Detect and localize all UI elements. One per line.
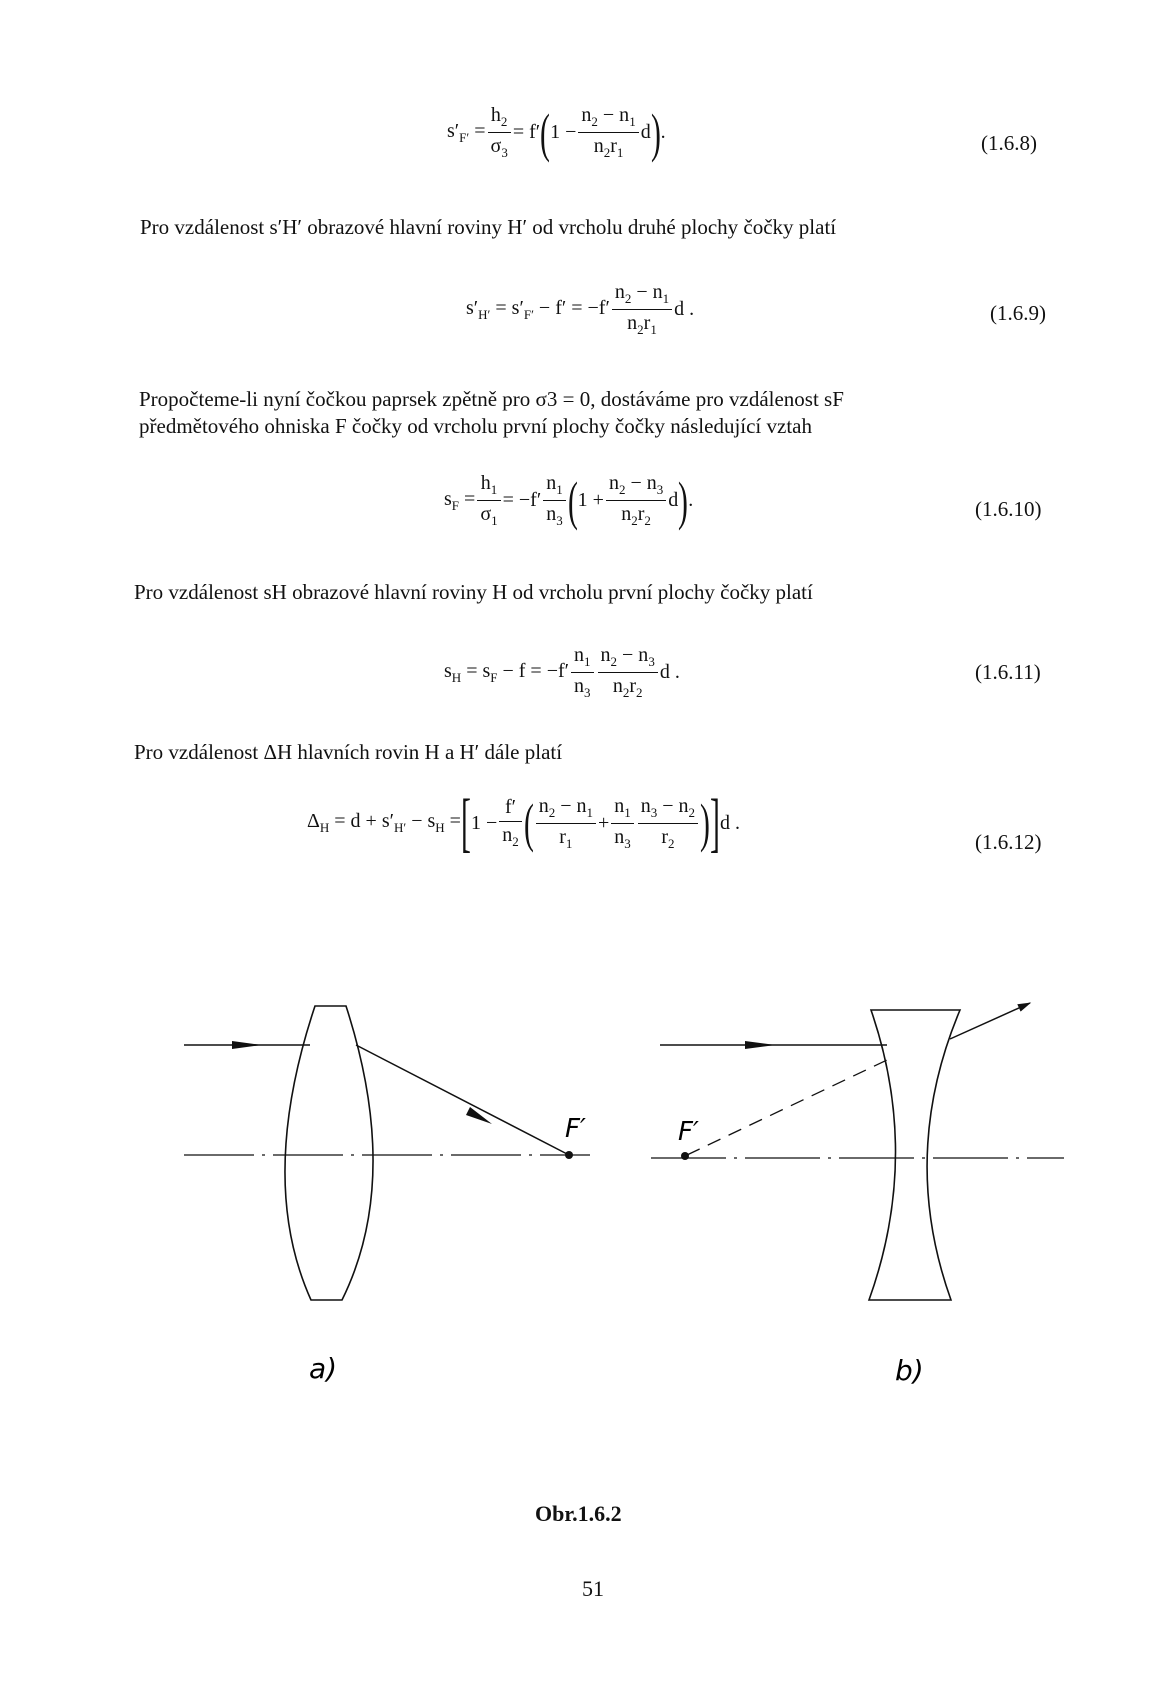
diverging-lens-diagram [651,1003,1064,1300]
equation-number: (1.6.12) [975,830,1042,854]
focal-point [565,1151,573,1159]
converging-lens-diagram [184,1006,590,1300]
ray-arrow [466,1107,492,1124]
equation-number: (1.6.11) [975,660,1041,684]
paragraph-line: Propočteme-li nyní čočkou paprsek zpětně pro σ3 = 0, dostáváme pro vzdálenost sF [139,387,844,411]
equation-number: (1.6.10) [975,497,1042,521]
refracted-ray [356,1045,569,1155]
label-a: a) [309,1352,338,1385]
focal-point [681,1152,689,1160]
equation-1-6-10: $s_F$ = $\frac{h_1}{\sigma_1}$ = −f′ $\frac{n_1}{n_3}$ ( 1 + $\frac{n_2 - n_3}{n_2r_2}$ d ) . [444,470,694,531]
equation-number: (1.6.8) [981,131,1037,155]
equation-1-6-12: $\Delta_H = d + s'_{H'} - s_H$ = [ 1 − $\frac{f'}{n_2}$ ( $\frac{n_2 - n_1}{r_1}$ + $\frac{n_1}{n_3}$ $\frac{n_3 - n_2}{r_2}$ ) ] d . [307,786,741,859]
diverging-lens [869,1010,960,1300]
paragraph: Pro vzdálenost sH obrazové hlavní roviny H od vrcholu první plochy čočky platí [134,580,813,604]
paragraph-line: předmětového ohniska F čočky od vrcholu první plochy čočky následující vztah [139,414,812,438]
focal-label: F′ [565,1114,586,1144]
figure-caption: Obr.1.6.2 [535,1501,622,1526]
converging-lens [285,1006,373,1300]
equation-1-6-8: $s'_{F'}$ = $\frac{h_2}{\sigma_3}$ = f′ ( 1 − $\frac{n_2 - n_1}{n_2r_1}$ d ) . [447,102,666,163]
equation-1-6-11: $s_H = s_F - f = -f'$ $\frac{n_1}{n_3}$ $\frac{n_2 - n_3}{n_2r_2}$ d . [444,644,680,700]
focal-label: F′ [678,1117,699,1147]
paragraph: Pro vzdálenost s′H′ obrazové hlavní roviny H′ od vrcholu druhé plochy čočky platí [140,215,837,239]
refracted-ray [950,1003,1030,1039]
equation-1-6-9: $s'_{H'} = s'_{F'} - f' = -f'$ $\frac{n_2 - n_1}{n_2r_1}$ d . [466,281,695,337]
page-number: 51 [582,1576,604,1601]
equation-number: (1.6.9) [990,301,1046,325]
virtual-ray [687,1060,887,1155]
label-b: b) [895,1354,924,1387]
paragraph: Pro vzdálenost ΔH hlavních rovin H a H′ dále platí [134,740,563,764]
